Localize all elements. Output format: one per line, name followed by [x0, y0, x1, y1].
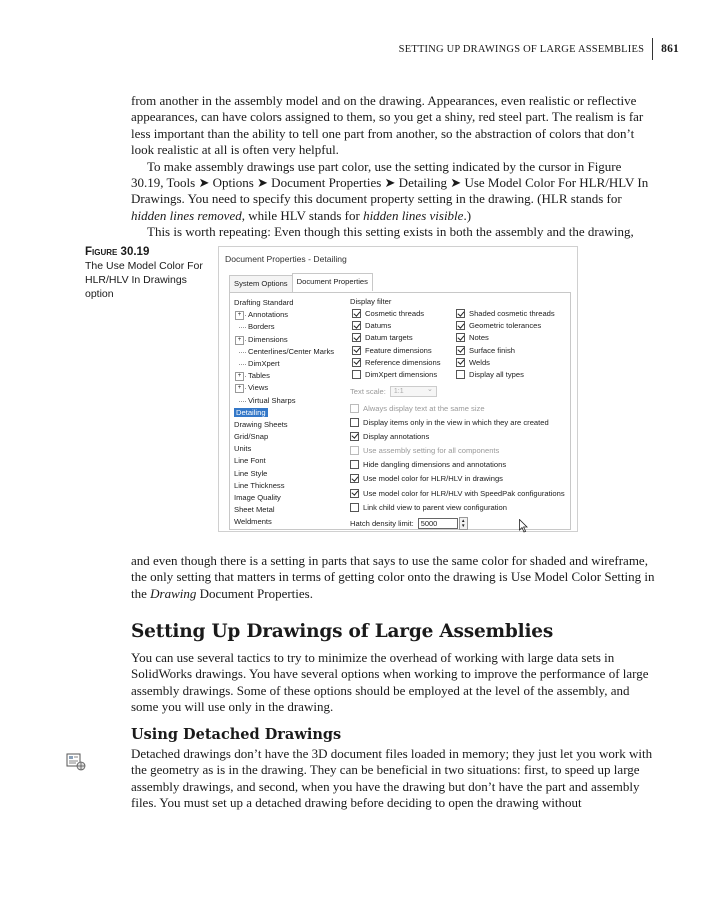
- text-scale-select[interactable]: 1:1 ⌄: [390, 386, 437, 397]
- tree-item-label: Detailing: [236, 407, 266, 417]
- checkbox-icon[interactable]: [350, 460, 359, 469]
- expand-icon[interactable]: +: [235, 311, 244, 320]
- running-header: [399, 38, 679, 60]
- after-figure-text: [131, 553, 657, 602]
- tree-item-label: Virtual Sharps: [248, 395, 296, 405]
- checkbox-option[interactable]: [352, 332, 456, 343]
- checkbox-label: Notes: [469, 333, 489, 343]
- paragraph: To make assembly drawings use part color, use the setting indicated by the cursor in Figure 30.19, Tools ➤ Options ➤ Document Properties ➤ Detailing ➤ Use Model Color For HLR/HLV In Drawings. You need to specify this document property setting in the drawing. (HLR stands for hidden lines removed, while HLV stands for hidden lines visible.): [131, 158, 649, 223]
- checkbox-option[interactable]: [350, 458, 568, 472]
- checkbox-option[interactable]: [350, 429, 568, 443]
- tree-item[interactable]: [234, 443, 344, 455]
- tree-item-label: Image Quality: [234, 493, 281, 502]
- checkbox-option[interactable]: [350, 486, 568, 500]
- tree-item-label: Line Style: [234, 468, 268, 478]
- expand-icon[interactable]: +: [235, 384, 244, 393]
- tree-item[interactable]: [234, 297, 344, 309]
- text-scale-row: [350, 386, 568, 397]
- tree-item-label: Weldments: [234, 517, 272, 527]
- checkbox-option[interactable]: [350, 444, 568, 458]
- checkbox-option[interactable]: [350, 401, 568, 415]
- checkbox-option[interactable]: [352, 369, 456, 380]
- tree-item[interactable]: [234, 407, 344, 419]
- detached-drawing-icon: [66, 752, 88, 772]
- checkbox-checked-icon[interactable]: [456, 358, 465, 367]
- text-scale-label: Text scale:: [350, 386, 386, 396]
- checkbox-checked-icon[interactable]: [352, 321, 361, 330]
- dialog-title: Document Properties - Detailing: [225, 254, 347, 264]
- display-filter-title: Display filter: [350, 297, 392, 306]
- checkbox-label: Display all types: [469, 369, 524, 379]
- checkbox-label: Datum targets: [365, 333, 413, 343]
- options-area: [350, 297, 568, 530]
- caption-text: The Use Model Color For HLR/HLV In Drawings option: [85, 260, 203, 300]
- tree-item[interactable]: [234, 455, 344, 467]
- document-properties-dialog: [218, 246, 578, 532]
- checkbox-option[interactable]: [456, 320, 566, 331]
- hatch-density-row: [350, 517, 568, 530]
- checkbox-label: Use model color for HLR/HLV with SpeedPak configurations: [363, 488, 565, 498]
- checkbox-label: Surface finish: [469, 345, 516, 355]
- checkbox-option[interactable]: [352, 320, 456, 331]
- hatch-density-spinner[interactable]: ▲ ▼: [459, 517, 468, 530]
- tree-item[interactable]: [234, 358, 344, 370]
- checkbox-icon[interactable]: [350, 418, 359, 427]
- checkbox-option[interactable]: [456, 357, 566, 368]
- mouse-cursor-icon: [519, 519, 528, 533]
- checkbox-checked-icon[interactable]: [350, 489, 359, 498]
- checkbox-option[interactable]: [350, 500, 568, 514]
- expand-icon[interactable]: +: [235, 336, 244, 345]
- checkbox-checked-icon[interactable]: [352, 358, 361, 367]
- tree-item-label: Line Thickness: [234, 480, 285, 490]
- checkbox-icon[interactable]: [352, 370, 361, 379]
- running-title: SETTING UP DRAWINGS OF LARGE ASSEMBLIES: [398, 43, 645, 55]
- tree-item[interactable]: [234, 321, 344, 333]
- detailing-options: [350, 401, 568, 515]
- checkbox-checked-icon[interactable]: [350, 432, 359, 441]
- checkbox-label: Link child view to parent view configuration: [363, 502, 507, 512]
- checkbox-option[interactable]: [350, 415, 568, 429]
- tree-item[interactable]: [234, 419, 344, 431]
- properties-panel: [229, 292, 571, 530]
- paragraph: from another in the assembly model and on the drawing. Appearances, even realistic or reflective appearances, can have colors assigned to them, so you get a shiny, red steel part. The realism is far less important than the ability to tell one part from another, so the abstraction of colors that don’t look realistic at all is often very helpful.: [131, 93, 644, 158]
- expand-icon[interactable]: +: [235, 372, 244, 381]
- checkbox-checked-icon[interactable]: [456, 321, 465, 330]
- properties-tree: [234, 297, 344, 529]
- tree-item-label: Borders: [248, 322, 275, 332]
- tree-item-label: Grid/Snap: [234, 432, 269, 442]
- tree-item-label: Drafting Standard: [234, 298, 294, 307]
- checkbox-option[interactable]: [456, 345, 566, 356]
- checkbox-label: Feature dimensions: [365, 345, 432, 355]
- checkbox-checked-icon[interactable]: [352, 333, 361, 342]
- tree-item[interactable]: [234, 346, 344, 358]
- paragraph: Detached drawings don’t have the 3D document files loaded in memory; they just let you work with the geometry as is in the drawing. They can be beneficial in two situations: first, to speed up large assembly drawings, and second, when you have the drawing but don’t have the part and assembly files. You must set up a detached drawing before deciding to open the drawing without: [131, 746, 653, 811]
- paragraph: and even though there is a setting in parts that says to use the same color for shaded and wireframe, the only setting that matters in terms of getting color onto the drawing is Use Model Color Setting in the Drawing Document Properties.: [131, 553, 655, 601]
- checkbox-checked-icon[interactable]: [350, 474, 359, 483]
- checkbox-label: Shaded cosmetic threads: [469, 309, 555, 318]
- checkbox-label: DimXpert dimensions: [365, 369, 438, 379]
- tree-item-label: Line Font: [234, 456, 266, 466]
- tab-document-properties[interactable]: Document Properties: [292, 273, 373, 291]
- tree-item[interactable]: [234, 516, 344, 528]
- header-divider: [652, 38, 653, 60]
- tree-item-label: DimXpert: [248, 358, 280, 368]
- hatch-density-input[interactable]: 5000: [418, 518, 458, 529]
- tree-item[interactable]: [234, 334, 344, 346]
- checkbox-option[interactable]: [352, 308, 456, 319]
- tree-item-label: Views: [248, 383, 269, 393]
- figure-caption: [85, 245, 210, 301]
- checkbox-icon[interactable]: [456, 370, 465, 379]
- checkbox-checked-icon[interactable]: [352, 346, 361, 355]
- checkbox-option[interactable]: [352, 357, 456, 368]
- checkbox-label: Cosmetic threads: [365, 309, 425, 318]
- checkbox-label: Use model color for HLR/HLV in drawings: [363, 474, 503, 484]
- checkbox-checked-icon[interactable]: [456, 333, 465, 342]
- page-number: 861: [661, 43, 679, 55]
- figure-label: Figure 30.19: [85, 246, 150, 258]
- dialog-tabs: [229, 275, 372, 293]
- checkbox-checked-icon[interactable]: [352, 309, 361, 318]
- checkbox-option[interactable]: [456, 308, 566, 319]
- paragraph: This is worth repeating: Even though this setting exists in both the assembly and the drawing,: [147, 224, 634, 240]
- checkbox-label: Hide dangling dimensions and annotations: [363, 460, 507, 470]
- checkbox-option[interactable]: [350, 472, 568, 486]
- tab-system-options[interactable]: System Options: [229, 275, 293, 293]
- checkbox-option[interactable]: [456, 332, 566, 343]
- checkbox-label: Display annotations: [363, 431, 430, 441]
- tree-item[interactable]: [234, 431, 344, 443]
- tree-item[interactable]: [234, 382, 344, 394]
- paragraph: You can use several tactics to try to minimize the overhead of working with large data sets in SolidWorks drawings. You have several options when working to improve the performance of large assembly drawings. Some of these options should be employed at the level of the assembly, and some you will use only in the drawing.: [131, 650, 649, 715]
- tree-item-label: Units: [234, 444, 252, 454]
- tree-item-label: Tables: [248, 371, 270, 381]
- subsection-heading: Using Detached Drawings: [131, 726, 342, 743]
- checkbox-label: Reference dimensions: [365, 357, 441, 367]
- tree-item[interactable]: [234, 504, 344, 516]
- checkbox-option[interactable]: [456, 369, 566, 380]
- checkbox-label: Use assembly setting for all components: [363, 446, 500, 456]
- checkbox-icon[interactable]: [350, 404, 359, 413]
- intro-text: [131, 93, 657, 241]
- checkbox-checked-icon[interactable]: [456, 309, 465, 318]
- checkbox-label: Datums: [365, 321, 392, 331]
- display-filter-group: [352, 308, 568, 380]
- tree-item[interactable]: [234, 370, 344, 382]
- tree-item-label: Sheet Metal: [234, 505, 275, 515]
- checkbox-checked-icon[interactable]: [456, 346, 465, 355]
- section-text: [131, 650, 657, 716]
- section-heading: Setting Up Drawings of Large Assemblies: [131, 621, 554, 642]
- tree-item[interactable]: [234, 468, 344, 480]
- checkbox-label: Welds: [469, 357, 490, 367]
- tree-item-label: Annotations: [248, 310, 289, 320]
- tree-item[interactable]: [234, 309, 344, 321]
- tree-item[interactable]: [234, 480, 344, 492]
- tree-item[interactable]: [234, 395, 344, 407]
- tree-item-label: Dimensions: [248, 334, 288, 344]
- checkbox-option[interactable]: [352, 345, 456, 356]
- checkbox-label: Geometric tolerances: [469, 321, 542, 331]
- tree-item[interactable]: [234, 492, 344, 504]
- hatch-density-label: Hatch density limit:: [350, 519, 414, 529]
- tree-item-label: Centerlines/Center Marks: [248, 346, 335, 356]
- tree-item-label: Drawing Sheets: [234, 419, 288, 429]
- checkbox-icon[interactable]: [350, 446, 359, 455]
- checkbox-icon[interactable]: [350, 503, 359, 512]
- checkbox-label: Display items only in the view in which they are created: [363, 417, 549, 427]
- checkbox-label: Always display text at the same size: [363, 403, 485, 413]
- subsection-text: [131, 746, 657, 812]
